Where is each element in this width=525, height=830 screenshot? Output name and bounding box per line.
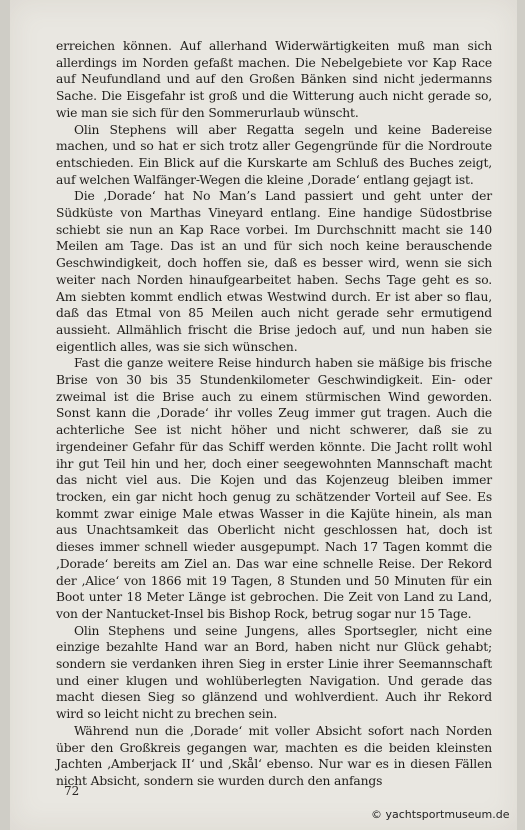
page-number: 72: [64, 784, 80, 798]
copyright-credit: © yachtsportmuseum.de: [371, 808, 510, 821]
body-text: [56, 38, 492, 790]
paragraph: Olin Stephens will aber Regatta segeln und keine Badereise machen, und so hat er sich trotz aller Gegengründe für die Nordroute entschieden. Ein Blick auf die Kurskarte am Schluß des Buches zeigt, auf welchen Walfänger-Wegen die kleine ‚Dorade‘ entlang gejagt ist.: [56, 122, 492, 187]
paragraph: Die ‚Dorade‘ hat No Man’s Land passiert und geht unter der Südküste von Marthas Vineyard entlang. Eine handige Südostbrise schiebt sie nun an Kap Race vorbei. Im Durchschnitt macht sie 140 Meilen am Tage. Das ist an und für sich noch keine berauschende Geschwindigkeit, doch hoffen sie, daß es besser wird, wenn sie sich weiter nach Norden hinaufgearbeitet haben. Sechs Tage geht es so. Am siebten kommt endlich etwas Westwind durch. Er ist aber so flau, daß das Etmal von 85 Meilen auch nicht gerade sehr ermutigend aussieht. Allmählich frischt die Brise jedoch auf, und nun haben sie eigentlich alles, was sie sich wünschen.: [56, 189, 492, 354]
paragraph: Während nun die ‚Dorade‘ mit voller Absicht sofort nach Norden über den Großkreis gegangen war, machten es die beiden kleinsten Jachten ‚Amberjack II‘ und ‚Skål‘ ebenso. Nur war es in diesen Fällen nicht Absicht, sondern sie wurden durch den anfangs: [56, 723, 492, 788]
paragraph: erreichen können. Auf allerhand Widerwärtigkeiten muß man sich allerdings im Norden gefaßt machen. Die Nebelgebiete vor Kap Race auf Neufundland und auf den Großen Bänken sind nicht jedermanns Sache. Die Eisgefahr ist groß und die Witterung auch nicht gerade so, wie man sie sich für den Sommerurlaub wünscht.: [56, 39, 492, 120]
book-page: [10, 0, 517, 830]
paragraph: Olin Stephens und seine Jungens, alles Sportsegler, nicht eine einzige bezahlte Hand war an Bord, haben nicht nur Glück gehabt; sondern sie verdanken ihren Sieg in erster Linie ihrer Seemannschaft und einer klugen und wohlüberlegten Navigation. Und gerade das macht diesen Sieg so glänzend und wohlverdient. Auch ihr Rekord wird so leicht nicht zu brechen sein.: [56, 623, 492, 722]
paragraph: Fast die ganze weitere Reise hindurch haben sie mäßige bis frische Brise von 30 bis 35 Stundenkilometer Geschwindigkeit. Ein- oder zweimal ist die Brise auch zu einem stürmischen Wind geworden. Sonst kann die ‚Dorade‘ ihr volles Zeug immer gut tragen. Auch die achterliche See ist nicht höher und nicht schwerer, daß sie zu irgendeiner Gefahr für das Schiff werden könnte. Die Jacht rollt wohl ihr gut Teil hin und her, doch einer seegewohnten Mannschaft macht das nicht viel aus. Die Kojen und das Kojenzeug bleiben immer trocken, ein gar nicht hoch genug zu schätzender Vorteil auf See. Es kommt zwar einige Male etwas Wasser in die Kajüte hinein, als man aus Unachtsamkeit das Oberlicht nicht geschlossen hat, doch ist dieses immer schnell wieder ausgepumpt. Nach 17 Tagen kommt die ‚Dorade‘ bereits am Ziel an. Das war eine schnelle Reise. Der Rekord der ‚Alice‘ von 1866 mit 19 Tagen, 8 Stunden und 50 Minuten für ein Boot unter 18 Meter Länge ist gebrochen. Die Zeit von Land zu Land, von der Nantucket-Insel bis Bishop Rock, betrug sogar nur 15 Tage.: [56, 356, 492, 621]
